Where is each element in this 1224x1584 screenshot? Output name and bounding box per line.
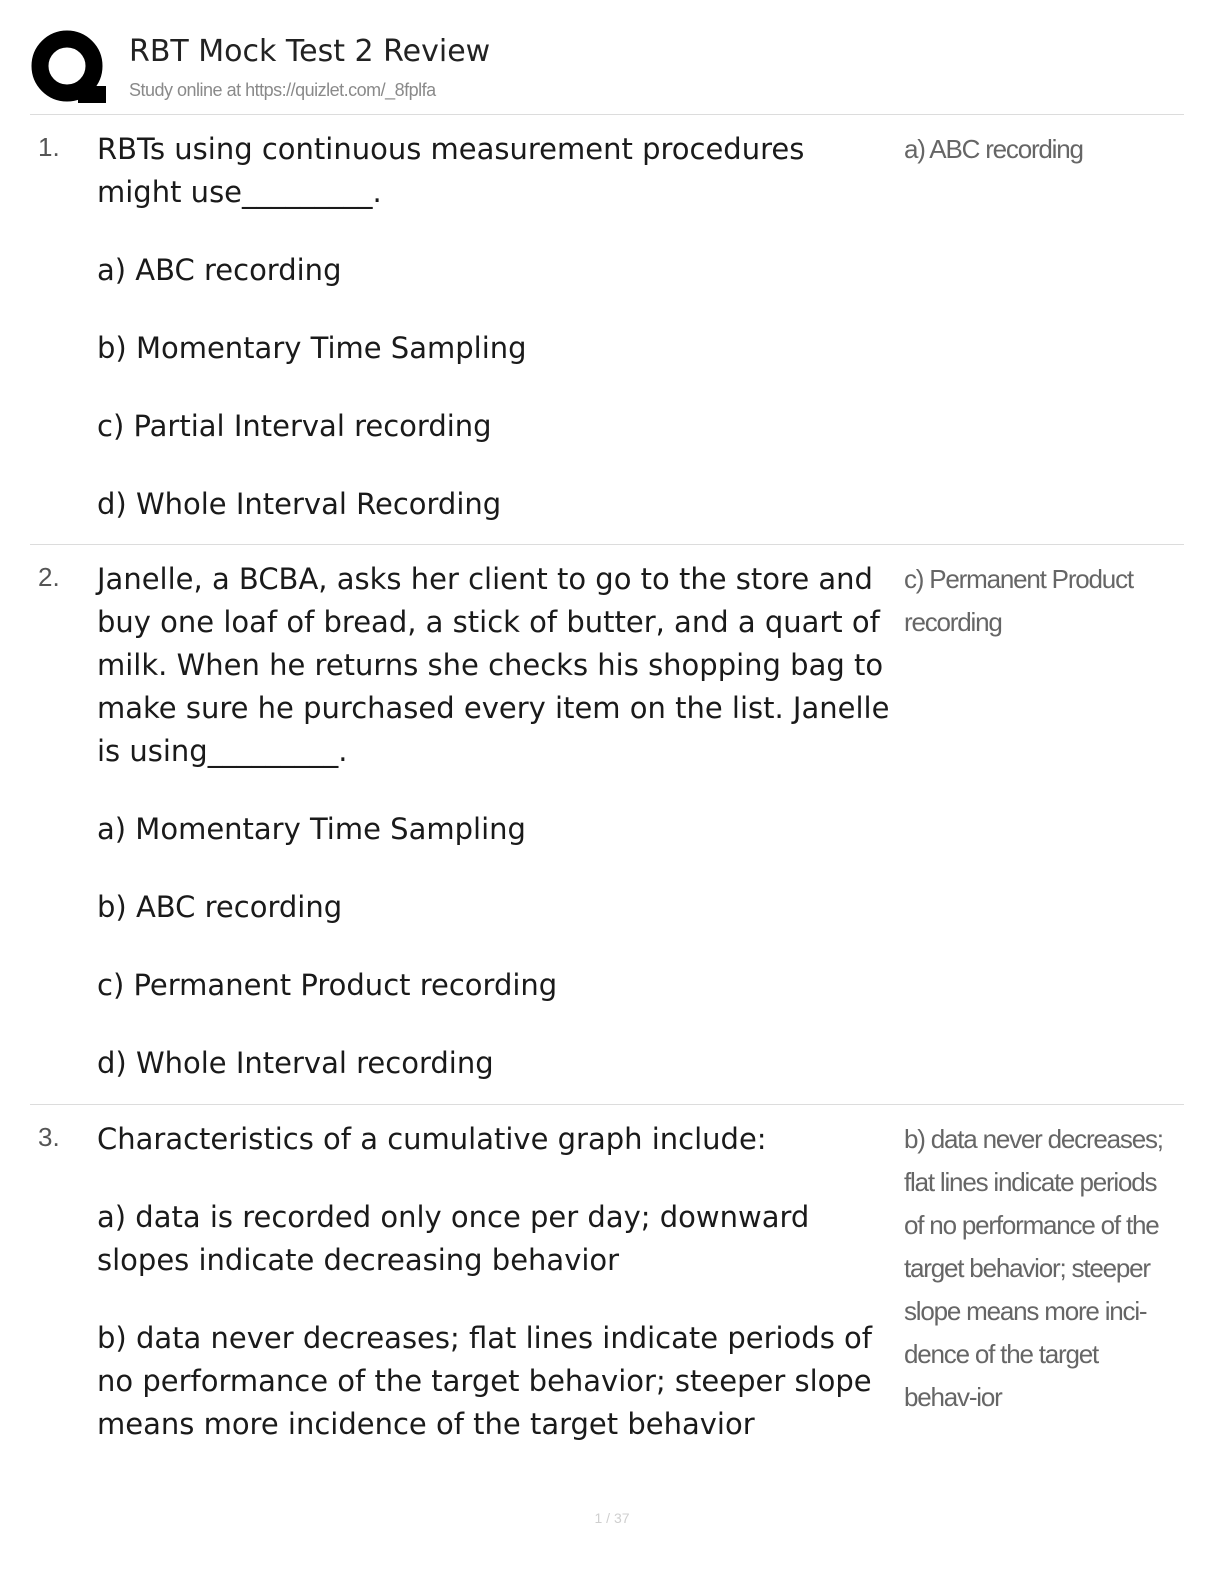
card-number: 3. [38,1122,60,1152]
flashcard-1 [30,128,1184,545]
card-definition: b) data never decreases; flat lines indicate periods of no performance of the target behavior; steeper slope means more inci-dence of the target behav-ior [904,1124,1163,1412]
option-text: a) ABC recording [97,253,342,287]
option-text: d) Whole Interval recording [97,1046,494,1080]
flashcard-2 [30,558,1184,1105]
flashcard-3 [30,1118,1184,1458]
page-number: 1 / 37 [594,1510,630,1526]
quizlet-logo-icon [30,28,110,108]
option-text: d) Whole Interval Recording [97,487,502,521]
card-term [97,558,897,1085]
option-text: b) ABC recording [97,890,343,924]
question-text: Characteristics of a cumulative graph include: [97,1122,767,1156]
option-text: b) Momentary Time Sampling [97,331,527,365]
option-text: c) Permanent Product recording [97,968,558,1002]
card-definition: a) ABC recording [904,134,1083,164]
card-number: 1. [38,132,60,162]
question-text: Janelle, a BCBA, asks her client to go to the store and buy one loaf of bread, a stick of butter, and a quart of milk. When he returns she checks his shopping bag to make sure he purchased every item on the list. Janelle is using_________. [97,562,890,768]
card-definition: c) Permanent Product recording [904,564,1133,637]
option-text: a) Momentary Time Sampling [97,812,526,846]
card-term [97,128,897,526]
card-term [97,1118,897,1446]
study-online-link[interactable]: Study online at https://quizlet.com/_8fplfa [129,80,436,100]
option-text: b) data never decreases; flat lines indicate periods of no performance of the target behavior; steeper slope means more incidence of the target behavior [97,1321,872,1441]
option-text: a) data is recorded only once per day; downward slopes indicate decreasing behavior [97,1200,810,1277]
question-text: RBTs using continuous measurement procedures might use_________. [97,132,805,209]
card-number: 2. [38,562,60,592]
page-title: RBT Mock Test 2 Review [129,34,491,69]
page-header [30,28,1184,115]
option-text: c) Partial Interval recording [97,409,492,443]
